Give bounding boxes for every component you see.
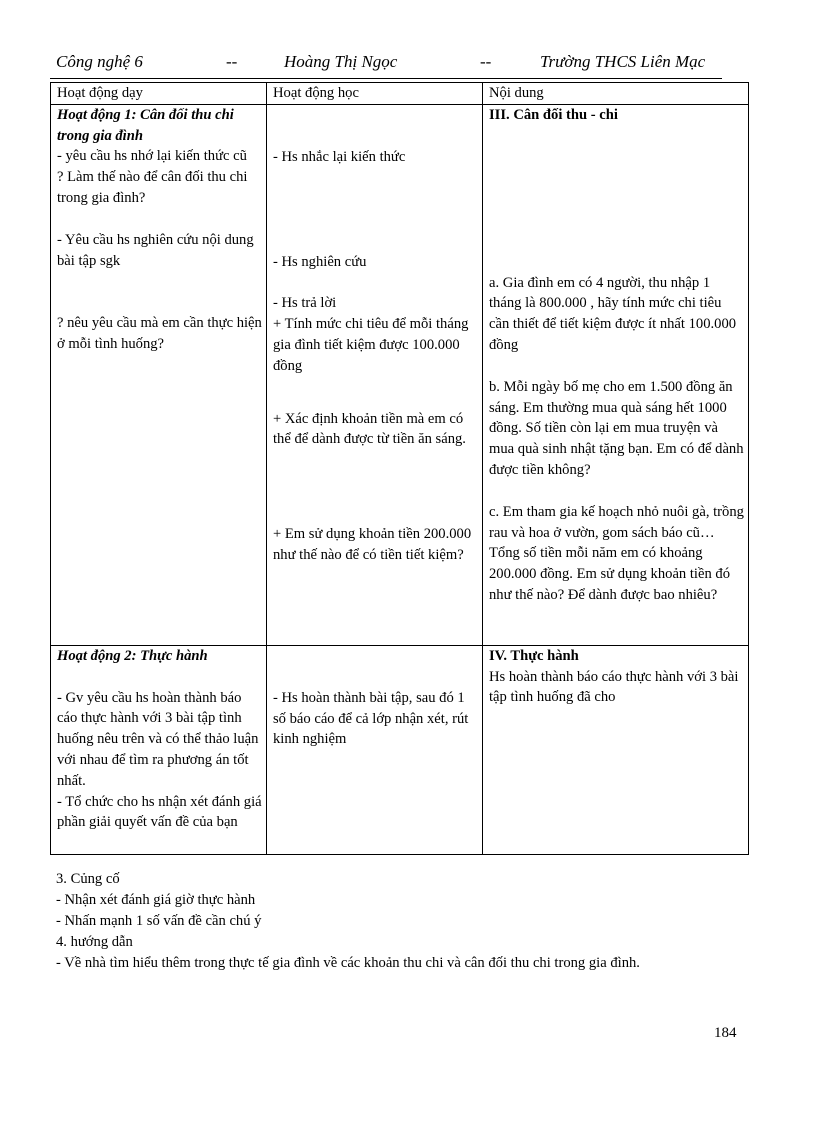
page-header xyxy=(50,52,722,79)
header-separator: -- xyxy=(480,52,492,71)
learn-item: + Xác định khoản tiền mà em có thể để dành được từ tiền ăn sáng. xyxy=(273,410,466,448)
content-item: b. Mỗi ngày bố mẹ cho em 1.500 đồng ăn sáng. Em thường mua quà sáng hết 1000 đồng. Số tiền còn lại em mua truyện và mua quà sinh nhật tặng bạn. Em có để dành được tiền không? xyxy=(489,378,744,478)
column-header: Hoạt động học xyxy=(267,83,483,105)
learn-item: - Hs nghiên cứu xyxy=(273,253,367,270)
content-cell xyxy=(483,645,749,854)
table-header-row xyxy=(51,83,749,105)
section-heading: IV. Thực hành xyxy=(489,647,579,664)
spacer xyxy=(273,272,478,293)
header-subject: Công nghệ 6 xyxy=(56,52,143,71)
header-school: Trường THCS Liên Mạc xyxy=(540,52,706,71)
lesson-table xyxy=(50,82,749,855)
spacer xyxy=(57,667,262,688)
lesson-conclusion xyxy=(56,869,756,974)
learn-cell xyxy=(267,104,483,645)
spacer xyxy=(489,356,744,377)
spacer xyxy=(273,168,478,252)
header-author: Hoàng Thị Ngọc xyxy=(284,52,398,71)
content-item: a. Gia đình em có 4 người, thu nhập 1 tháng là 800.000 , hãy tính mức chi tiêu cần thiết để tiết kiệm được ít nhất 100.000 đồng xyxy=(489,274,737,353)
content-cell xyxy=(483,104,749,645)
guidance-item: - Về nhà tìm hiểu thêm trong thực tế gia đình về các khoản thu chi và cân đối thu chi trong gia đình. xyxy=(56,955,640,971)
teach-item: - Yêu cầu hs nghiên cứu nội dung bài tập sgk xyxy=(57,231,254,269)
spacer xyxy=(489,481,744,502)
content-item: Hs hoàn thành báo cáo thực hành với 3 bài tập tình huống đã cho xyxy=(489,668,739,706)
learn-item: - Hs nhắc lại kiến thức xyxy=(273,148,406,165)
activity-heading: Hoạt động 2: Thực hành xyxy=(57,647,208,664)
learn-item: - Hs hoàn thành bài tập, sau đó 1 số báo cáo để cả lớp nhận xét, rút kinh nghiệm xyxy=(273,689,469,748)
teach-item: ? Làm thế nào để cân đối thu chi trong gia đình? xyxy=(57,169,248,206)
spacer xyxy=(273,646,478,688)
header-separator: -- xyxy=(226,52,238,71)
section-heading: III. Cân đối thu - chi xyxy=(489,106,618,123)
spacer xyxy=(57,271,262,313)
section-title: 4. hướng dẫn xyxy=(56,934,133,950)
conclusion-item: - Nhấn mạnh 1 số vấn đề cần chú ý xyxy=(56,913,262,929)
teach-cell xyxy=(51,645,267,854)
spacer xyxy=(273,105,478,147)
section-title: 3. Củng cố xyxy=(56,871,120,887)
learn-item: + Em sử dụng khoản tiền 200.000 như thế nào để có tiền tiết kiệm? xyxy=(273,526,472,563)
column-header: Nội dung xyxy=(483,83,749,105)
teach-item: - yêu cầu hs nhớ lại kiến thức cũ xyxy=(57,148,247,165)
teach-cell xyxy=(51,104,267,645)
teach-item: - Tổ chức cho hs nhận xét đánh giá phần giải quyết vấn đề của bạn xyxy=(57,793,262,831)
spacer xyxy=(489,126,744,273)
page-number: 184 xyxy=(714,1025,737,1041)
spacer xyxy=(273,450,478,524)
learn-item: - Hs trả lời xyxy=(273,295,337,312)
table-row xyxy=(51,104,749,645)
spacer xyxy=(273,377,478,409)
teach-item: - Gv yêu cầu hs hoàn thành báo cáo thực hành với 3 bài tập tình huống nêu trên và có thể thảo luận với nhau để tìm ra phương án tốt nhất. xyxy=(57,689,259,789)
conclusion-item: - Nhận xét đánh giá giờ thực hành xyxy=(56,892,256,908)
column-header: Hoạt động dạy xyxy=(51,83,267,105)
learn-cell xyxy=(267,645,483,854)
learn-item: + Tính mức chi tiêu để mỗi tháng gia đình tiết kiệm được 100.000 đồng xyxy=(273,316,469,374)
activity-heading: Hoạt động 1: Cân đối thu chi trong gia đình xyxy=(57,106,234,144)
content-item: c. Em tham gia kế hoạch nhỏ nuôi gà, trồng rau và hoa ở vườn, gom sách báo cũ…Tổng số tiền mỗi năm em có khoảng 200.000 đồng. Em sử dụng khoản tiền đó như thế nào? Để dành được bao nhiêu? xyxy=(489,503,744,603)
teach-item: ? nêu yêu cầu mà em cần thực hiện ở mỗi tình huống? xyxy=(57,315,262,353)
table-row xyxy=(51,645,749,854)
spacer xyxy=(57,209,262,230)
